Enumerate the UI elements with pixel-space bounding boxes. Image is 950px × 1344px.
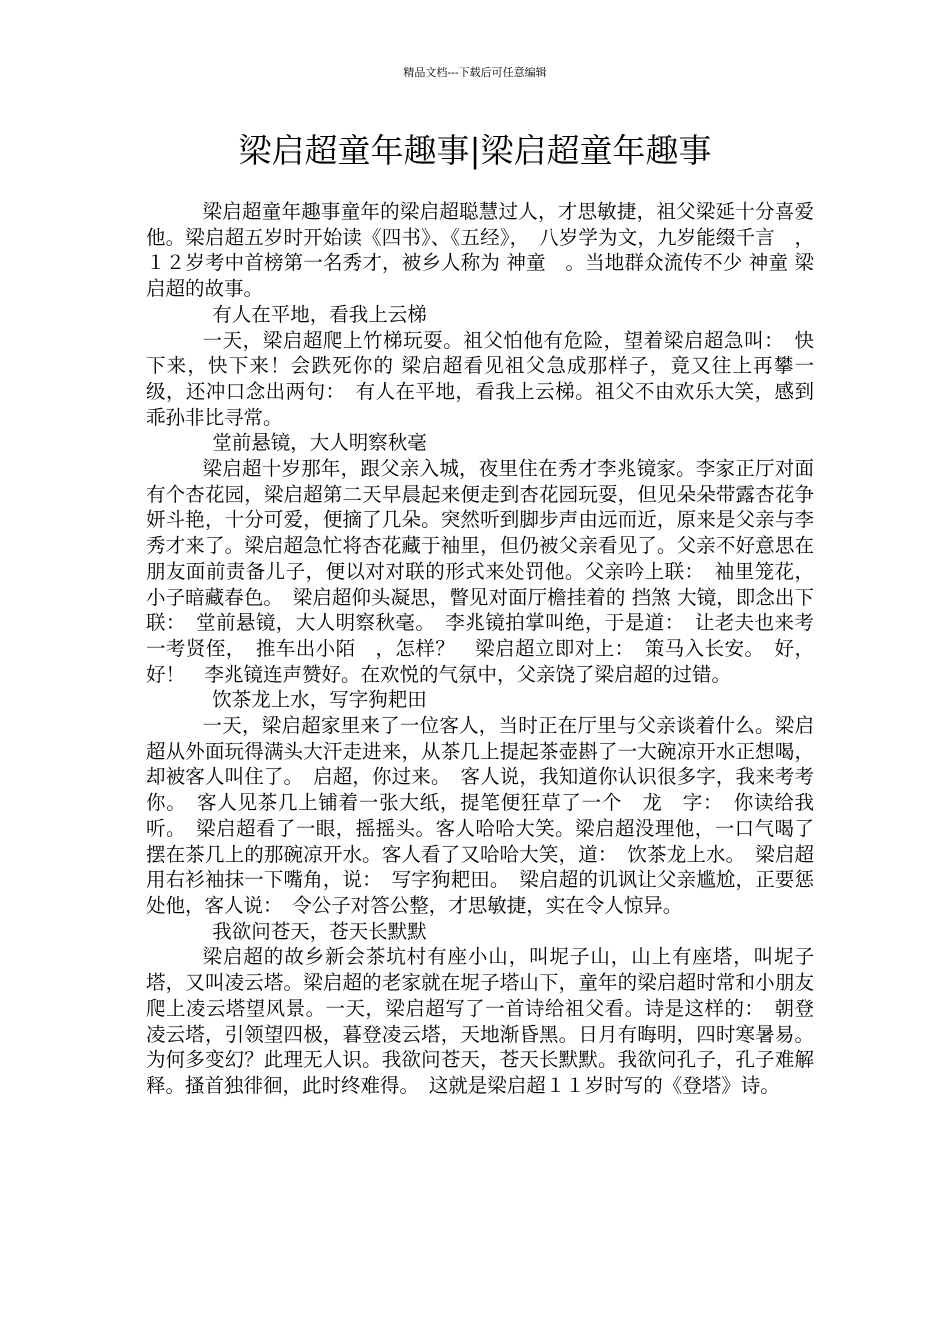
paragraph-tea-dragon: 一天，梁启超家里来了一位客人，当时正在厅里与父亲谈着什么。梁启超从外面玩得满头大汗走进来，从茶几上提起茶壶斟了一大碗凉开水正想喝，却被客人叫住了。 启超，你过来。 客人说，我知道你认识很多字，我来考考你。 客人见茶几上铺着一张大纸，提笔便狂草了一个 龙 字： 你读给我听。 梁启超看了一眼，摇摇头。客人哈哈大笑。梁启超没理他，一口气喝了摆在茶几上的那碗凉开水。客人看了又哈哈大笑，道： 饮茶龙上水。 梁启超用右衫袖抹一下嘴角，说： 写字狗耙田。 梁启超的讥讽让父亲尴尬，正要惩处他，客人说： 令公子对答公整，才思敏捷，实在令人惊异。 xyxy=(146,714,814,917)
document-title: 梁启超童年趣事|梁启超童年趣事 xyxy=(238,131,712,170)
section-heading-ask-heaven: 我欲问苍天，苍天长默默 xyxy=(212,919,427,943)
section-heading-cloud-ladder: 有人在平地，看我上云梯 xyxy=(212,302,427,326)
paragraph-intro: 梁启超童年趣事童年的梁启超聪慧过人，才思敏捷，祖父梁延十分喜爱他。梁启超五岁时开始读《四书》、《五经》， 八岁学为文，九岁能缀千言 ，１２岁考中首榜第一名秀才，被乡人称为 神童 。当地群众流传不少 神童 梁启超的故事。 xyxy=(146,200,814,301)
paragraph-cloud-ladder: 一天，梁启超爬上竹梯玩耍。祖父怕他有危险，望着梁启超急叫： 快下来，快下来！会跌死你的 梁启超看见祖父急成那样子，竟又往上再攀一级，还冲口念出两句： 有人在平地，看我上云梯。祖父不由欢乐大笑，感到乖孙非比寻常。 xyxy=(146,328,814,429)
paragraph-mirror: 梁启超十岁那年，跟父亲入城，夜里住在秀才李兆镜家。李家正厅对面有个杏花园，梁启超第二天早晨起来便走到杏花园玩耍，但见朵朵带露杏花争妍斗艳，十分可爱，便摘了几朵。突然听到脚步声由远而近，原来是父亲与李秀才来了。梁启超急忙将杏花藏于袖里，但仍被父亲看见了。父亲不好意思在朋友面前责备儿子，便以对对联的形式来处罚他。父亲吟上联： 袖里笼花，小子暗藏春色。 梁启超仰头凝思，瞥见对面厅檐挂着的 挡煞 大镜，即念出下联： 堂前悬镜，大人明察秋毫。 李兆镜拍掌叫绝，于是道： 让老夫也来考一考贤侄， 推车出小陌 ，怎样？ 梁启超立即对上： 策马入长安。 好，好！ 李兆镜连声赞好。在欢悦的气氛中，父亲饶了梁启超的过错。 xyxy=(146,457,814,686)
section-heading-mirror: 堂前悬镜，大人明察秋毫 xyxy=(212,431,427,455)
paragraph-ask-heaven: 梁启超的故乡新会茶坑村有座小山，叫坭子山，山上有座塔，叫坭子塔，又叫凌云塔。梁启超的老家就在坭子塔山下，童年的梁启超时常和小朋友爬上凌云塔望风景。一天，梁启超写了一首诗给祖父看。诗是这样的： 朝登凌云塔，引领望四极，暮登凌云塔，天地渐昏黑。日月有晦明，四时寒暑易。为何多变幻？此理无人识。我欲问苍天，苍天长默默。我欲问孔子，孔子难解释。搔首独徘徊，此时终难得。 这就是梁启超１１岁时写的《登塔》诗。 xyxy=(146,945,814,1097)
section-heading-tea-dragon: 饮茶龙上水，写字狗耙田 xyxy=(212,688,427,712)
document-body xyxy=(146,199,814,1099)
page-header: 精品文档---下载后可任意编辑 xyxy=(403,66,547,79)
